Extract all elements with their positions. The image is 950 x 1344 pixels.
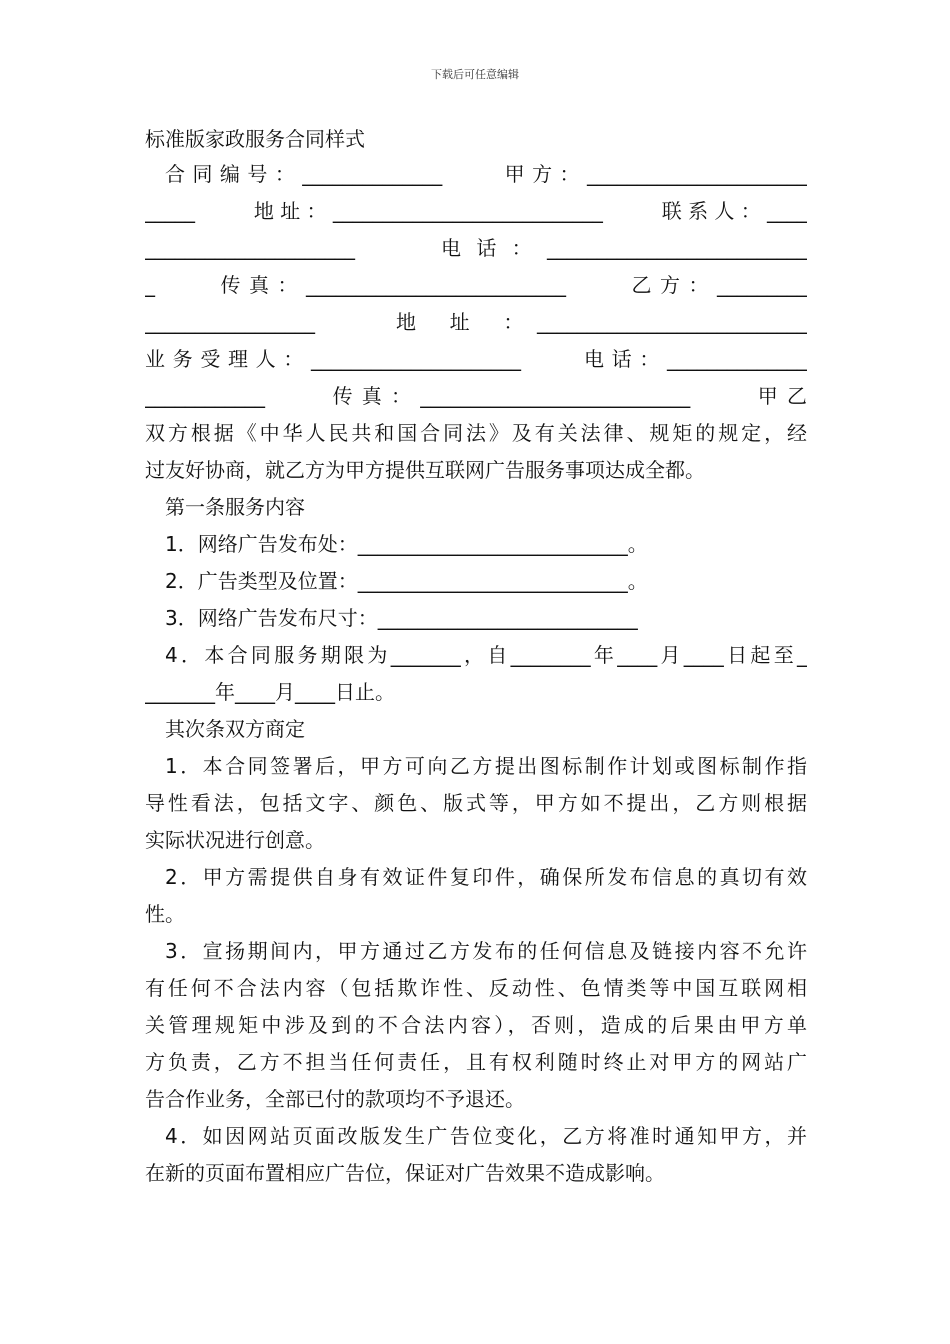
contract-line: 双方根据《中华人民共和国合同法》及有关法律、规矩的规定，经 <box>145 421 807 445</box>
contract-line: 第一条服务内容 <box>165 495 305 519</box>
contract-line: 业务受理人：_____________________ 电话：______________ <box>145 347 807 371</box>
contract-line: 4．如因网站页面改版发生广告位变化，乙方将准时通知甲方，并 <box>165 1124 807 1148</box>
contract-line: 告合作业务，全部已付的款项均不予退还。 <box>145 1087 525 1111</box>
contract-line: 有任何不合法内容（包括欺诈性、反动性、色情类等中国互联网相 <box>145 976 807 1000</box>
contract-line: 合同编号：______________ 甲方：______________________ <box>165 162 807 186</box>
document-title: 标准版家政服务合同样式 <box>145 127 365 151</box>
contract-line: 1．网络广告发布处：___________________________。 <box>165 532 648 556</box>
contract-line: _______年____月____日止。 <box>145 680 395 704</box>
contract-line: 1．本合同签署后，甲方可向乙方提出图标制作计划或图标制作指 <box>165 754 807 778</box>
contract-line: _____ 地址：___________________________ 联系人：____ <box>145 199 807 223</box>
contract-line: 3．宣扬期间内，甲方通过乙方发布的任何信息及链接内容不允许 <box>165 939 807 963</box>
contract-line: _ 传真：__________________________ 乙方：_________ <box>145 273 807 297</box>
contract-line: 3．网络广告发布尺寸：__________________________ <box>165 606 638 630</box>
contract-line: 导性看法，包括文字、颜色、版式等，甲方如不提出，乙方则根据 <box>145 791 807 815</box>
contract-line: 4．本合同服务期限为_______，自________年____月____日起至_ <box>165 643 807 667</box>
contract-line: 2．广告类型及位置：___________________________。 <box>165 569 648 593</box>
contract-text <box>145 156 807 1192</box>
contract-line: _________________ 地 址 ：___________________________ <box>145 310 807 334</box>
contract-line: 过友好协商，就乙方为甲方提供互联网广告服务事项达成全都。 <box>145 458 705 482</box>
contract-line: 在新的页面布置相应广告位，保证对广告效果不造成影响。 <box>145 1161 665 1185</box>
contract-line: 实际状况进行创意。 <box>145 828 325 852</box>
contract-line: 2．甲方需提供自身有效证件复印件，确保所发布信息的真切有效 <box>165 865 807 889</box>
contract-line: 关管理规矩中涉及到的不合法内容），否则，造成的后果由甲方单 <box>145 1013 807 1037</box>
contract-line: 性。 <box>145 902 185 926</box>
contract-line: 方负责，乙方不担当任何责任，且有权利随时终止对甲方的网站广 <box>145 1050 807 1074</box>
page-header-note: 下载后可任意编辑 <box>431 68 519 81</box>
contract-body <box>145 122 807 1192</box>
contract-line: _____________________ 电话：__________________________ <box>145 236 807 260</box>
contract-line: ____________ 传真：___________________________ 甲乙 <box>145 384 807 408</box>
contract-line: 其次条双方商定 <box>165 717 305 741</box>
